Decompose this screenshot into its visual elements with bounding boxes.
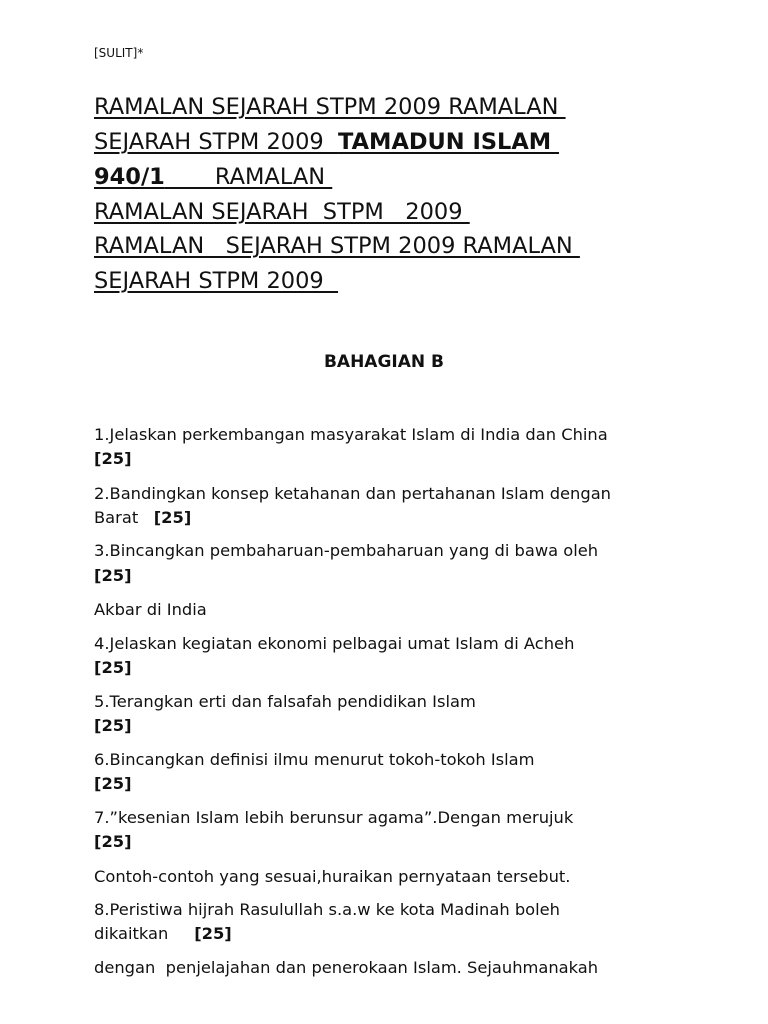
question-8-text-cont: dikaitkan bbox=[94, 924, 195, 943]
question-8-line2 bbox=[94, 924, 232, 944]
subject-title: TAMADUN ISLAM bbox=[338, 129, 560, 155]
title-line-4: RAMALAN SEJARAH STPM 2009 bbox=[94, 199, 470, 225]
title-text: SEJARAH STPM 2009 bbox=[94, 129, 339, 155]
question-2-text: 2.Bandingkan konsep ketahanan dan pertahanan Islam dengan bbox=[94, 484, 611, 503]
question-8-text: 8.Peristiwa hijrah Rasulullah s.a.w ke kota Madinah boleh bbox=[94, 900, 561, 919]
question-8-mark: [25] bbox=[194, 924, 232, 943]
question-5-mark: [25] bbox=[94, 716, 132, 735]
question-2-mark: [25] bbox=[153, 508, 192, 527]
title-line-6: SEJARAH STPM 2009 bbox=[94, 268, 339, 294]
paper-code: 940/1 bbox=[94, 164, 165, 190]
question-3-text: 3.Bincangkan pembaharuan-pembaharuan yang di bawa oleh bbox=[94, 541, 599, 560]
question-6-mark: [25] bbox=[94, 774, 132, 793]
question-6-text: 6.Bincangkan definisi ilmu menurut tokoh-tokoh Islam bbox=[94, 750, 535, 769]
question-3-mark: [25] bbox=[94, 566, 132, 585]
question-4-mark: [25] bbox=[94, 658, 132, 677]
question-4-text: 4.Jelaskan kegiatan ekonomi pelbagai umat Islam di Acheh bbox=[94, 634, 575, 653]
question-8-text-cont2: dengan penjelajahan dan penerokaan Islam. Sejauhmanakah bbox=[94, 958, 599, 977]
question-2-text-cont: Barat bbox=[94, 508, 154, 527]
section-heading: BAHAGIAN B bbox=[323, 352, 445, 372]
title-line-5: RAMALAN SEJARAH STPM 2009 RAMALAN bbox=[94, 233, 580, 259]
question-5-text: 5.Terangkan erti dan falsafah pendidikan Islam bbox=[94, 692, 476, 711]
title-line-1: RAMALAN SEJARAH STPM 2009 RAMALAN bbox=[94, 94, 566, 120]
title-text: RAMALAN bbox=[164, 164, 333, 190]
classification-label: [SULIT]* bbox=[94, 46, 144, 60]
question-7-text-cont: Contoh-contoh yang sesuai,huraikan pernyataan tersebut. bbox=[94, 867, 571, 886]
question-7-mark: [25] bbox=[94, 832, 132, 851]
question-3-text-cont: Akbar di India bbox=[94, 600, 207, 619]
title-line-2 bbox=[94, 127, 559, 157]
question-7-text: 7.”kesenian Islam lebih berunsur agama”.Dengan merujuk bbox=[94, 808, 574, 827]
question-1-text: 1.Jelaskan perkembangan masyarakat Islam di India dan China bbox=[94, 425, 608, 444]
question-2-line2 bbox=[94, 508, 191, 528]
question-1-mark: [25] bbox=[94, 449, 132, 468]
title-line-3 bbox=[94, 162, 332, 192]
